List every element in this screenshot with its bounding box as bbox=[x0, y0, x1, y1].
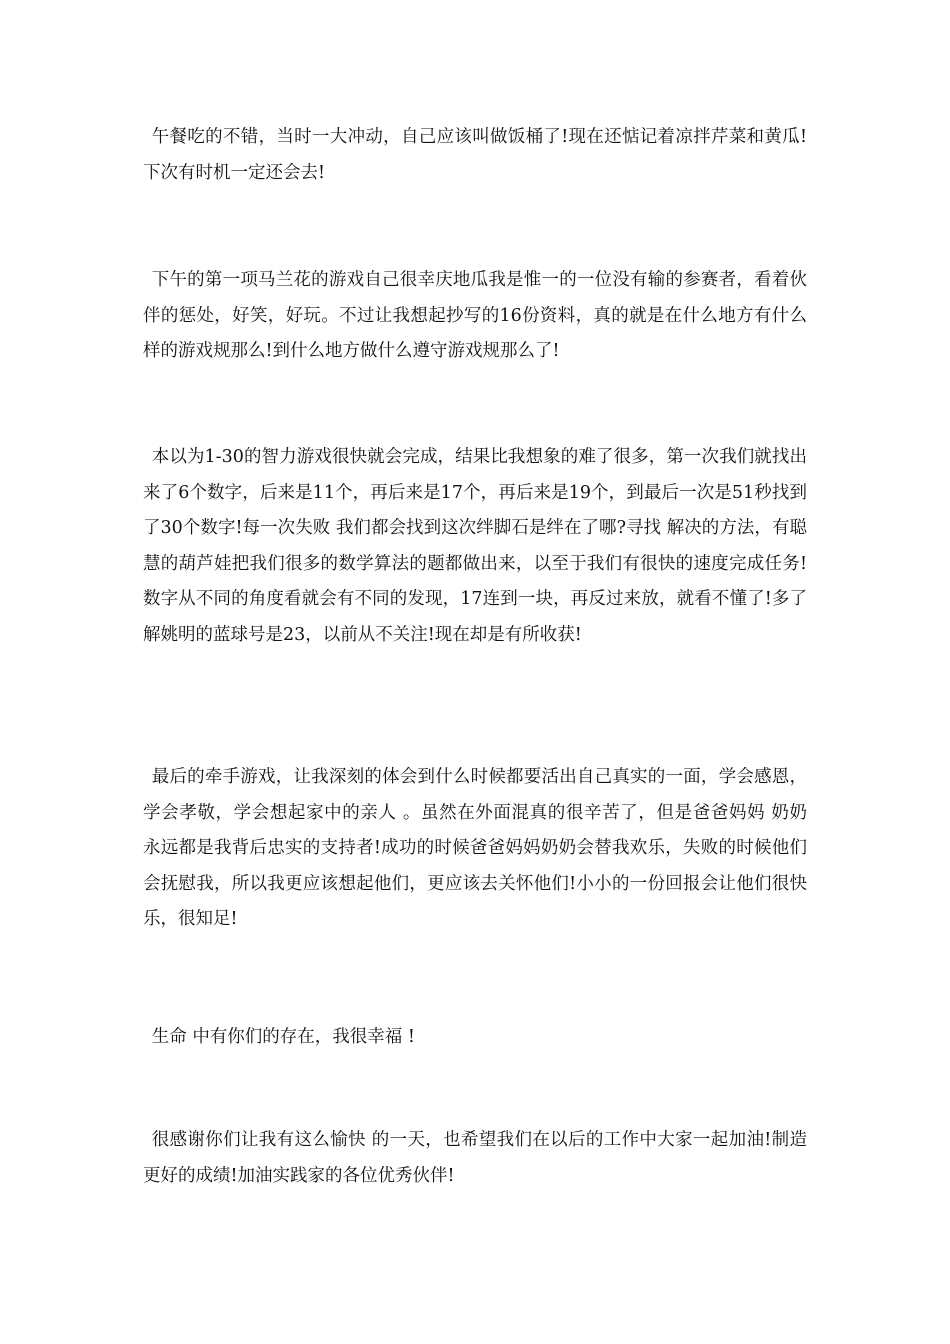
paragraph-life: 生命 中有你们的存在，我很幸福 ! bbox=[151, 1027, 415, 1047]
paragraph-number-game: 本以为1-30的智力游戏很快就会完成，结果比我想象的难了很多，第一次我们就找出来了6个数字，后来是11个，再后来是17个，再后来是19个，到最后一次是51秒找到了30个数字!每一次失败 我们都会找到这次绊脚石是绊在了哪?寻找 解决的方法，有聪慧的葫芦娃把我们很多的数学算法的题都做出来，以至于我们有很快的速度完成任务!数字从不同的角度看就会有不同的发现，17连到一块，再反过来放，就看不懂了!多了解姚明的蓝球号是23，以前从不关注!现在却是有所收获! bbox=[143, 447, 807, 645]
paragraph-hand-holding-game: 最后的牵手游戏，让我深刻的体会到什么时候都要活出自己真实的一面，学会感恩，学会孝敬，学会想起家中的亲人 。虽然在外面混真的很辛苦了，但是爸爸妈妈 奶奶 永远都是我背后忠实的支持者!成功的时候爸爸妈妈奶奶会替我欢乐，失败的时候他们会抚慰我，所以我更应该想起他们，更应该去关怀他们!小小的一份回报会让他们很快乐，很知足! bbox=[143, 767, 807, 929]
paragraph-thanks: 很感谢你们让我有这么愉快 的一天，也希望我们在以后的工作中大家一起加油!制造更好的成绩!加油实践家的各位优秀伙伴! bbox=[143, 1130, 807, 1186]
paragraph-lunch: 午餐吃的不错，当时一大冲动，自己应该叫做饭桶了!现在还惦记着凉拌芹菜和黄瓜!下次有时机一定还会去! bbox=[143, 127, 807, 183]
paragraph-afternoon-game: 下午的第一项马兰花的游戏自己很幸庆地瓜我是惟一的一位没有输的参赛者，看着伙伴的惩处，好笑，好玩。不过让我想起抄写的16份资料，真的就是在什么地方有什么样的游戏规那么!到什么地方做什么遵守游戏规那么了! bbox=[143, 270, 807, 361]
